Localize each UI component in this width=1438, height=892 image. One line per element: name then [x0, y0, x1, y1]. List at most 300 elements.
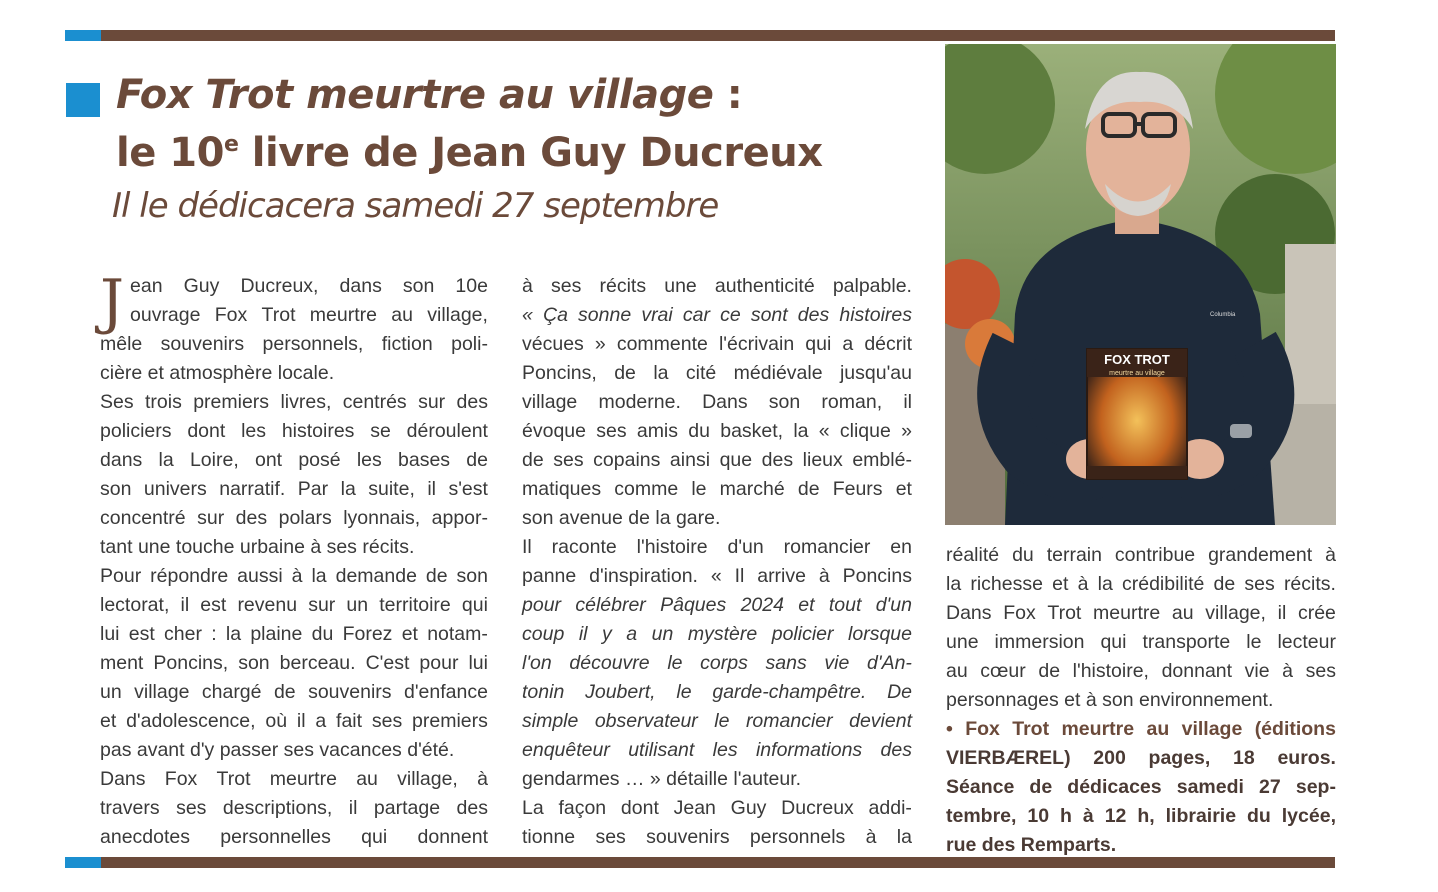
word: Poncins — [842, 565, 912, 587]
word: la — [1097, 573, 1113, 595]
word: de — [425, 565, 448, 587]
word: car — [682, 304, 710, 326]
word: le — [676, 681, 692, 703]
word: et — [895, 478, 912, 500]
shirt-logo: Columbia — [1210, 312, 1236, 318]
word: son — [238, 652, 270, 674]
word: lyonnais, — [343, 507, 421, 529]
word: Ça — [542, 304, 568, 326]
info-line — [946, 715, 1336, 744]
word: a — [626, 623, 638, 645]
text-line — [522, 417, 912, 446]
word: premiers — [193, 391, 270, 413]
word: 18 — [1233, 747, 1255, 769]
text-line — [946, 541, 1336, 570]
word: centrés — [342, 391, 407, 413]
word: à — [1077, 573, 1089, 595]
word: lieux — [802, 449, 843, 471]
text-line — [522, 707, 912, 736]
word: un — [100, 681, 122, 703]
word: anecdotes — [100, 826, 190, 848]
word: ses — [596, 420, 627, 442]
word: marché — [719, 478, 785, 500]
word: évoque — [522, 420, 586, 442]
text-line — [946, 599, 1336, 628]
word: pour — [419, 652, 459, 674]
word: Trot — [1047, 602, 1082, 624]
word: C'est — [365, 652, 410, 674]
word: Trot — [216, 768, 251, 790]
word: Trot — [261, 304, 296, 326]
word: la — [225, 623, 242, 645]
word: du — [688, 420, 710, 442]
word: basket, — [720, 420, 784, 442]
text-line — [100, 475, 488, 504]
text-line — [522, 533, 912, 562]
word: d'adolescence, — [126, 710, 256, 732]
word: ses — [176, 797, 207, 819]
word: les — [356, 449, 382, 471]
word: 10 — [1027, 805, 1050, 827]
word: personnels, — [262, 333, 364, 355]
word: ainsi — [669, 449, 711, 471]
word: « — [818, 420, 830, 442]
word: euros. — [1277, 747, 1336, 769]
text-line: pas avant d'y passer ses vacances d'été. — [100, 739, 455, 761]
word: Fox — [214, 304, 248, 326]
text-line — [522, 620, 912, 649]
text-line — [100, 649, 488, 678]
word: d'un — [727, 536, 764, 558]
word: garde-champêtre. — [712, 681, 867, 703]
word: l'on — [522, 652, 552, 674]
word: la — [158, 449, 174, 471]
word: dédicaces — [1067, 776, 1162, 798]
word: est — [128, 623, 155, 645]
text-line — [522, 649, 912, 678]
word: réalité — [946, 544, 1000, 566]
word: 200 — [1093, 747, 1126, 769]
word: • — [946, 718, 953, 740]
word: la — [653, 362, 669, 384]
word: la — [946, 573, 962, 595]
headline-line2-pre: le 10 — [116, 130, 224, 176]
word: » — [594, 333, 606, 355]
text-line — [522, 446, 912, 475]
word: vie — [824, 652, 850, 674]
word: souvenirs — [308, 681, 392, 703]
text-line — [100, 504, 488, 533]
word: arrive — [757, 565, 806, 587]
article-column-3 — [946, 541, 1336, 860]
word: le — [691, 478, 707, 500]
text-line — [522, 794, 912, 823]
headline-subtitle: Il le dédicacera samedi 27 septembre — [112, 186, 719, 226]
word: ses — [551, 275, 582, 297]
word: il — [348, 797, 358, 819]
word: d'An- — [867, 652, 912, 674]
word: des — [880, 739, 912, 761]
book-subtitle: meurtre au village — [1109, 370, 1165, 377]
word: Fox — [164, 768, 198, 790]
word: à — [477, 768, 488, 790]
word: meurtre — [309, 304, 377, 326]
word: pour — [522, 594, 562, 616]
word: de — [797, 478, 820, 500]
word: décrit — [864, 333, 912, 355]
word: poli- — [451, 333, 488, 355]
word: a — [842, 333, 854, 355]
word: partage — [373, 797, 441, 819]
text-line: cière et atmosphère locale. — [100, 362, 335, 384]
word: lycée, — [1281, 805, 1336, 827]
headline-line2-sup: e — [223, 132, 239, 157]
word: à — [865, 826, 877, 848]
word: narratif. — [219, 478, 286, 500]
text-line — [100, 562, 488, 591]
word: 27 — [1259, 776, 1281, 798]
word: Fox — [1003, 602, 1036, 624]
word: De — [887, 681, 912, 703]
word: trois — [144, 391, 182, 413]
word: La — [522, 797, 544, 819]
word: qui — [805, 333, 832, 355]
word: les — [712, 739, 738, 761]
book-title: FOX TROT — [1104, 352, 1170, 367]
text-line — [100, 591, 488, 620]
word: Loire, — [189, 449, 239, 471]
word: Par — [297, 478, 329, 500]
word: qui — [1100, 631, 1127, 653]
word: il — [427, 478, 436, 500]
word: Fox — [965, 718, 1000, 740]
text-line — [522, 359, 912, 388]
word: le — [714, 710, 730, 732]
word: lui — [468, 652, 488, 674]
word: sep- — [1295, 776, 1336, 798]
word: village, — [427, 304, 488, 326]
word: l'histoire — [636, 536, 708, 558]
text-line — [522, 823, 912, 852]
word: Poncins, — [522, 362, 597, 384]
word: policiers — [100, 420, 172, 442]
word: l'histoire, — [1072, 660, 1149, 682]
word: la — [793, 420, 809, 442]
word: fiction — [381, 333, 433, 355]
word: d'inspiration. — [589, 565, 698, 587]
word: : — [211, 623, 217, 645]
word: concentré — [100, 507, 186, 529]
text-line — [100, 388, 488, 417]
text-line — [100, 794, 488, 823]
word: du — [1247, 805, 1271, 827]
text-line: gendarmes … » détaille l'auteur. — [522, 768, 802, 790]
word: vécues — [522, 333, 584, 355]
word: Ducreux — [781, 797, 854, 819]
word: au — [946, 660, 968, 682]
word: au — [356, 768, 378, 790]
word: dans — [100, 449, 143, 471]
word: il — [180, 594, 190, 616]
word: personnels — [749, 826, 846, 848]
word: comme — [614, 478, 679, 500]
word: y — [602, 623, 612, 645]
word: et — [798, 594, 815, 616]
word: de — [1038, 660, 1061, 682]
text-line — [100, 417, 488, 446]
word: le — [1246, 631, 1262, 653]
word: contribue — [1114, 544, 1196, 566]
word: ses — [1305, 660, 1336, 682]
word: mêle — [100, 333, 143, 355]
word: donnant — [1161, 660, 1233, 682]
word: Poncins, — [153, 652, 229, 674]
word: souvenirs — [646, 826, 730, 848]
word: des — [797, 304, 830, 326]
word: librairie — [1165, 805, 1237, 827]
word: coup — [522, 623, 565, 645]
word: meurtre — [269, 768, 337, 790]
word: histoires — [839, 304, 912, 326]
headline-square-icon — [66, 83, 100, 117]
info-line — [946, 744, 1336, 773]
word: se — [370, 420, 391, 442]
word: aussi — [237, 565, 283, 587]
word: récits. — [1283, 573, 1336, 595]
word: son — [456, 565, 488, 587]
text-line — [946, 570, 1336, 599]
word: répondre — [150, 565, 229, 587]
word: (éditions — [1254, 718, 1336, 740]
text-line — [522, 330, 912, 359]
word: des — [456, 797, 488, 819]
word: demande — [335, 565, 417, 587]
text-line — [100, 823, 488, 852]
word: 10e — [455, 275, 488, 297]
info-line — [946, 802, 1336, 831]
word: Pâques — [660, 594, 727, 616]
word: emblé- — [852, 449, 912, 471]
word: Il — [734, 565, 745, 587]
word: vie — [1244, 660, 1270, 682]
word: Dans — [702, 391, 748, 413]
word: Forez — [342, 623, 393, 645]
word: où — [265, 710, 288, 732]
headline-title-italic: Fox Trot meurtre au village — [116, 72, 714, 118]
word: tionne — [522, 826, 576, 848]
word: ce — [720, 304, 741, 326]
word: de — [522, 449, 544, 471]
word: est — [200, 594, 227, 616]
word: à — [1282, 660, 1294, 682]
word: le — [667, 652, 683, 674]
word: bases — [398, 449, 451, 471]
word: et — [401, 623, 418, 645]
word: descriptions, — [222, 797, 333, 819]
word: lui — [100, 623, 120, 645]
word: dont — [187, 420, 226, 442]
word: son — [402, 275, 435, 297]
word: du — [1012, 544, 1034, 566]
word: ouvrage — [130, 304, 201, 326]
text-line — [522, 736, 912, 765]
author-photo — [945, 44, 1336, 525]
word: au — [391, 304, 413, 326]
word: amis — [636, 420, 679, 442]
word: crée — [1297, 602, 1336, 624]
word: Joubert, — [585, 681, 656, 703]
text-line: tant une touche urbaine à ses récits. — [100, 536, 415, 558]
headline-title-colon: : — [713, 72, 743, 118]
word: son — [768, 391, 801, 413]
word: Jean — [673, 797, 716, 819]
top-rule — [65, 30, 1335, 41]
word: qui — [461, 594, 488, 616]
word: observateur — [594, 710, 698, 732]
word: crédibilité — [1121, 573, 1205, 595]
word: la — [896, 826, 912, 848]
text-line — [522, 591, 912, 620]
word: village — [134, 681, 190, 703]
word: lecteur — [1277, 631, 1336, 653]
word: polars — [278, 507, 332, 529]
word: simple — [522, 710, 579, 732]
text-line — [946, 657, 1336, 686]
word: village — [522, 391, 578, 413]
word: clique — [839, 420, 891, 442]
word: premiers — [412, 710, 488, 732]
word: ses — [1244, 573, 1275, 595]
word: Dans — [100, 768, 146, 790]
word: sur — [418, 391, 446, 413]
word: romancier — [783, 536, 871, 558]
word: un — [346, 594, 369, 616]
word: h — [1060, 805, 1072, 827]
info-line: rue des Remparts. — [946, 834, 1117, 856]
word: Il — [522, 536, 532, 558]
headline-line2-post: livre de Jean Guy Ducreux — [238, 130, 823, 176]
word: la — [311, 565, 327, 587]
word: à — [1082, 805, 1094, 827]
text-line — [522, 562, 912, 591]
word: Ses — [100, 391, 134, 413]
word: tout — [828, 594, 862, 616]
word: au — [1146, 718, 1170, 740]
headline-line2 — [116, 130, 823, 176]
word: il — [296, 710, 306, 732]
word: tembre, — [946, 805, 1017, 827]
word: copains — [593, 449, 661, 471]
text-line: personnages et à son environnement. — [946, 689, 1274, 711]
word: transporte — [1142, 631, 1231, 653]
word: Séance — [946, 776, 1015, 798]
text-line — [100, 620, 488, 649]
word: » — [901, 420, 912, 442]
text-line — [522, 678, 912, 707]
word: jusqu'au — [839, 362, 912, 384]
word: histoires — [281, 420, 355, 442]
word: lorsque — [848, 623, 912, 645]
word: mystère — [687, 623, 758, 645]
word: VIERBÆREL) — [946, 747, 1071, 769]
word: souvenirs — [160, 333, 245, 355]
text-line — [100, 765, 488, 794]
word: un — [651, 623, 674, 645]
word: cœur — [980, 660, 1026, 682]
word: sans — [765, 652, 807, 674]
word: territoire — [379, 594, 451, 616]
word: de — [273, 681, 296, 703]
word: au — [1171, 602, 1194, 624]
word: meurtre — [1061, 718, 1135, 740]
word: à — [818, 565, 830, 587]
word: personnelles — [220, 826, 331, 848]
word: berceau. — [279, 652, 356, 674]
word: les — [241, 420, 267, 442]
word: d'un — [875, 594, 912, 616]
word: authenticité — [714, 275, 815, 297]
word: romancier — [745, 710, 833, 732]
word: son — [100, 478, 132, 500]
word: revenu — [237, 594, 298, 616]
word: 2024 — [740, 594, 784, 616]
bottom-rule-accent — [65, 857, 101, 868]
word: chargé — [201, 681, 262, 703]
word: des — [456, 391, 488, 413]
word: sur — [197, 507, 225, 529]
text-line — [946, 628, 1336, 657]
word: suite, — [368, 478, 415, 500]
word: il — [1277, 602, 1287, 624]
word: à — [522, 275, 533, 297]
word: déroulent — [406, 420, 488, 442]
word: Feurs — [832, 478, 883, 500]
word: sont — [750, 304, 788, 326]
word: ses — [371, 710, 403, 732]
text-line — [522, 475, 912, 504]
word: dont — [620, 797, 659, 819]
word: 12 — [1104, 805, 1127, 827]
word: informations — [755, 739, 863, 761]
word: que — [719, 449, 753, 471]
word: village — [1181, 718, 1243, 740]
word: Guy — [730, 797, 767, 819]
word: de — [1213, 573, 1236, 595]
word: dans — [339, 275, 382, 297]
word: découvre — [569, 652, 650, 674]
top-rule-accent — [65, 30, 101, 41]
word: travers — [100, 797, 160, 819]
word: addi- — [868, 797, 912, 819]
word: de — [614, 362, 636, 384]
word: cité — [685, 362, 717, 384]
word: h, — [1137, 805, 1155, 827]
word: palpable. — [832, 275, 912, 297]
word: meurtre — [1093, 602, 1161, 624]
text-line: son avenue de la gare. — [522, 507, 721, 529]
word: livres, — [280, 391, 332, 413]
word: fait — [336, 710, 363, 732]
word: Trot — [1012, 718, 1050, 740]
word: policier — [771, 623, 834, 645]
word: en — [890, 536, 912, 558]
word: l'écrivain — [718, 333, 795, 355]
word: a — [315, 710, 327, 732]
word: il — [903, 391, 912, 413]
dropcap: J — [100, 267, 125, 337]
word: univers — [143, 478, 207, 500]
word: de — [1029, 776, 1053, 798]
